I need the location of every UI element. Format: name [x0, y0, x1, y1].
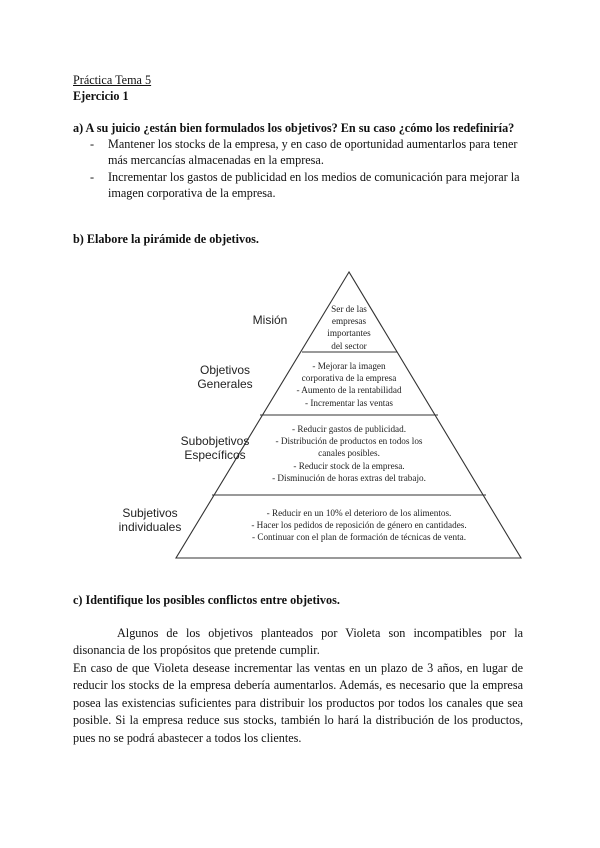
tier-item: - Reducir en un 10% el deterioro de los alimentos.: [266, 508, 452, 518]
question-b: b) Elabore la pirámide de objetivos.: [73, 232, 259, 246]
tier-item: canales posibles.: [318, 448, 380, 459]
tier-item: - Continuar con el plan de formación de técnicas de venta.: [251, 532, 467, 543]
bullet-1-line2: más mercancías almacenadas en la empresa.: [108, 153, 324, 167]
question-a: a) A su juicio ¿están bien formulados los objetivos? En su caso ¿cómo los redefiniría?: [73, 121, 515, 135]
level-label-line: Subobjetivos: [180, 434, 250, 448]
bullet-2-line1: Incrementar los gastos de publicidad en los medios de comunicación para mejorar la: [108, 170, 520, 184]
level-label-generales: [180, 363, 270, 391]
tier-item: - Aumento de la rentabilidad: [296, 385, 402, 396]
tier-item: - Reducir stock de la empresa.: [293, 460, 405, 471]
conflicts-paragraph-2: En caso de que Violeta desease incrementar las ventas en un plazo de 3 años, en lugar de reducir los stocks de la empresa debería aumentarlos. Además, es necesario que la empresa posea las existencias suficientes para distribuir los productos por todos los canales que sea posible. Si la empresa reduce sus stocks, también lo hará la distribución de los productos, pues no se podrá abastecer a todos los clientes.: [73, 661, 523, 745]
level-label-line: Subjetivos: [122, 506, 178, 520]
tier-item: - Hacer los pedidos de reposición de género en cantidades.: [251, 520, 467, 531]
level-label-mision: [220, 313, 320, 327]
level-label-especificos: [160, 434, 270, 462]
level-label-line: Específicos: [184, 448, 246, 462]
bullet-2-line2: imagen corporativa de la empresa.: [108, 186, 276, 200]
tier-item: - Mejorar la imagen: [312, 361, 386, 371]
level-label-line: individuales: [118, 520, 182, 534]
level-label-line: Misión: [252, 313, 288, 327]
tier-item: - Distribución de productos en todos los: [275, 436, 423, 447]
tier-item: empresas: [331, 316, 367, 327]
level-label-line: Objetivos: [199, 363, 251, 377]
level-label-line: Generales: [197, 377, 253, 391]
question-c: c) Identifique los posibles conflictos entre objetivos.: [73, 593, 340, 607]
tier-item: del sector: [331, 340, 367, 351]
conflicts-paragraph-1: Algunos de los objetivos planteados por Violeta son incompatibles por la disonancia de los propósitos que pretende cumplir.: [73, 626, 523, 658]
practice-title: Práctica Tema 5: [73, 73, 152, 87]
bullet-marker: -: [90, 170, 95, 184]
tier-item: - Reducir gastos de publicidad.: [291, 424, 407, 434]
tier-item: - Disminución de horas extras del trabajo.: [272, 472, 426, 483]
tier-item: Ser de las: [331, 304, 367, 314]
exercise-title: Ejercicio 1: [73, 89, 129, 103]
tier-individuales-content: [224, 507, 494, 544]
tier-item: importantes: [327, 328, 371, 339]
tier-item: corporativa de la empresa: [301, 373, 397, 384]
level-label-individuales: [100, 506, 200, 534]
tier-generales-content: [279, 360, 419, 409]
bullet-marker: -: [90, 137, 95, 151]
tier-especificos-content: [264, 423, 434, 484]
bullet-1-line1: Mantener los stocks de la empresa, y en caso de oportunidad aumentarlos para tener: [108, 137, 518, 151]
tier-mision-content: [314, 303, 384, 352]
tier-item: - Incrementar las ventas: [304, 397, 393, 408]
